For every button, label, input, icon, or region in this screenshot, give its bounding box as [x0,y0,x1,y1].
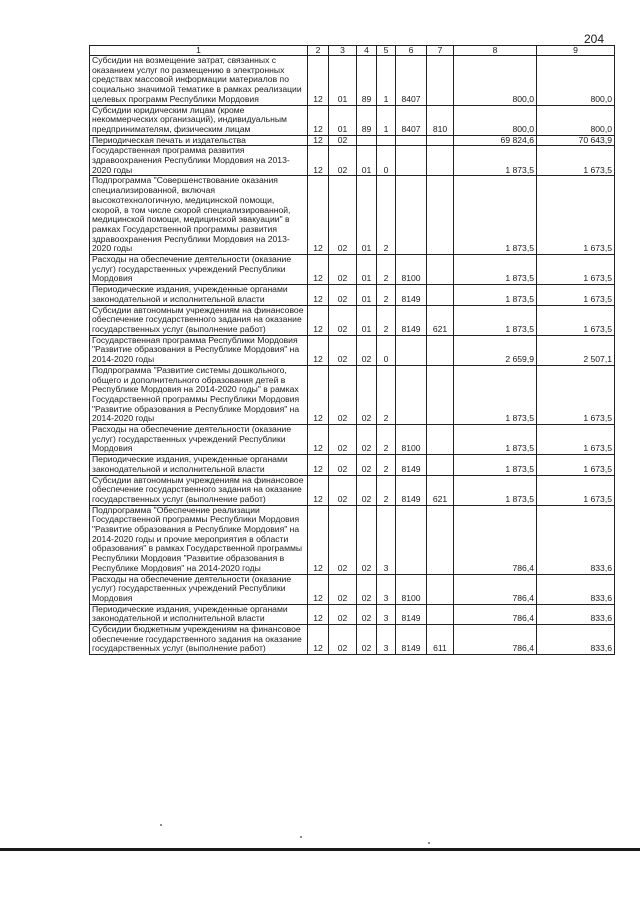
column-header: 7 [427,46,454,56]
code-cell: 02 [329,305,357,335]
code-cell: 01 [357,285,377,305]
code-cell: 3 [377,604,396,624]
code-cell: 01 [357,305,377,335]
code-cell: 12 [308,135,329,146]
code-cell: 12 [308,105,329,135]
amount-cell: 786,4 [454,505,537,574]
row-description: Периодические издания, учрежденные органами законодательной и исполнительной власти [90,285,308,305]
code-cell: 0 [377,146,396,176]
code-cell: 8149 [396,625,427,655]
row-description: Подпрограмма "Совершенствование оказания специализированной, включая высокотехнологичную, медицинской помощи, скорой, в том числе скорой специализированной, медицинской помощи, медицинской эвакуации" в рамках Государственной программы развития здравоохранения Республики Мордовия на 2013-2020 годы [90,176,308,255]
code-cell: 02 [329,425,357,455]
column-header: 1 [90,46,308,56]
amount-cell: 1 873,5 [454,475,537,505]
code-cell: 12 [308,255,329,285]
code-cell: 2 [377,475,396,505]
code-cell: 02 [357,604,377,624]
code-cell [427,146,454,176]
code-cell: 8100 [396,574,427,604]
table-row [90,604,615,624]
amount-cell: 1 873,5 [454,425,537,455]
table-header-row [90,46,615,56]
amount-cell: 2 659,9 [454,335,537,365]
code-cell [427,56,454,106]
row-description: Государственная программа Республики Мордовия "Развитие образования в Республике Мордовия" на 2014-2020 годы [90,335,308,365]
code-cell: 12 [308,335,329,365]
code-cell: 12 [308,285,329,305]
amount-cell: 1 673,5 [537,255,615,285]
code-cell: 89 [357,105,377,135]
amount-cell: 1 673,5 [537,176,615,255]
table-row [90,305,615,335]
page-bottom-rule [0,848,640,851]
table-row [90,146,615,176]
code-cell: 02 [357,335,377,365]
table-row [90,56,615,106]
column-header: 6 [396,46,427,56]
code-cell [396,505,427,574]
amount-cell: 786,4 [454,574,537,604]
code-cell: 02 [329,285,357,305]
column-header: 4 [357,46,377,56]
amount-cell: 70 643,9 [537,135,615,146]
code-cell: 8149 [396,475,427,505]
column-header: 2 [308,46,329,56]
code-cell: 611 [427,625,454,655]
code-cell [357,135,377,146]
page-number: 204 [584,32,605,46]
code-cell: 12 [308,146,329,176]
code-cell: 8149 [396,305,427,335]
amount-cell: 1 873,5 [454,176,537,255]
code-cell [396,176,427,255]
amount-cell: 833,6 [537,604,615,624]
scan-speck [428,842,430,844]
row-description: Расходы на обеспечение деятельности (оказание услуг) государственных учреждений Республики Мордовия [90,425,308,455]
code-cell: 02 [329,335,357,365]
code-cell: 12 [308,475,329,505]
code-cell: 12 [308,365,329,424]
row-description: Субсидии автономным учреждениям на финансовое обеспечение государственного задания на оказание государственных услуг (выполнение работ) [90,475,308,505]
table-row [90,285,615,305]
table-row [90,105,615,135]
code-cell: 02 [357,625,377,655]
code-cell [396,335,427,365]
code-cell [427,335,454,365]
code-cell: 02 [329,146,357,176]
code-cell [427,574,454,604]
code-cell: 8100 [396,255,427,285]
amount-cell: 69 824,6 [454,135,537,146]
code-cell: 02 [329,574,357,604]
row-description: Субсидии на возмещение затрат, связанных с оказанием услуг по размещению в электронных средствах массовой информации материалов по социально значимой тематике в рамках реализации целевых программ Республики Мордовия [90,56,308,106]
amount-cell: 2 507,1 [537,335,615,365]
code-cell: 12 [308,604,329,624]
amount-cell: 1 673,5 [537,146,615,176]
code-cell: 01 [357,255,377,285]
column-header: 9 [537,46,615,56]
row-description: Расходы на обеспечение деятельности (оказание услуг) государственных учреждений Республики Мордовия [90,255,308,285]
code-cell: 02 [329,176,357,255]
code-cell [427,285,454,305]
table-row [90,255,615,285]
code-cell [396,135,427,146]
amount-cell: 800,0 [537,105,615,135]
table-row [90,625,615,655]
table-row [90,505,615,574]
amount-cell: 833,6 [537,505,615,574]
code-cell: 3 [377,625,396,655]
code-cell: 8149 [396,604,427,624]
code-cell: 02 [357,365,377,424]
code-cell: 01 [329,56,357,106]
code-cell: 2 [377,176,396,255]
code-cell: 02 [329,255,357,285]
amount-cell: 1 873,5 [454,255,537,285]
amount-cell: 1 873,5 [454,305,537,335]
code-cell: 02 [329,505,357,574]
row-description: Подпрограмма "Обеспечение реализации Государственной программы Республики Мордовия "Развитие образования в Республике Мордовия" на 2014-2020 годы и прочие мероприятия в области образования" в рамках Государственной программы Республики Мордовия "Развитие образования в Республике Мордовия" на 2014-2020 годы [90,505,308,574]
code-cell: 8407 [396,105,427,135]
amount-cell: 833,6 [537,574,615,604]
scan-speck [160,824,162,826]
code-cell: 02 [329,625,357,655]
amount-cell: 786,4 [454,625,537,655]
code-cell: 621 [427,475,454,505]
code-cell: 02 [357,574,377,604]
table-row [90,135,615,146]
row-description: Периодическая печать и издательства [90,135,308,146]
column-header: 8 [454,46,537,56]
row-description: Субсидии автономным учреждениям на финансовое обеспечение государственного задания на оказание государственных услуг (выполнение работ) [90,305,308,335]
code-cell: 12 [308,56,329,106]
code-cell: 3 [377,505,396,574]
amount-cell: 1 673,5 [537,475,615,505]
code-cell: 02 [357,505,377,574]
amount-cell: 1 873,5 [454,146,537,176]
table-row [90,425,615,455]
code-cell: 02 [329,455,357,475]
code-cell: 2 [377,365,396,424]
code-cell: 12 [308,425,329,455]
code-cell: 01 [329,105,357,135]
column-header: 5 [377,46,396,56]
table-row [90,176,615,255]
column-header: 3 [329,46,357,56]
code-cell [427,505,454,574]
code-cell [427,425,454,455]
amount-cell: 1 673,5 [537,305,615,335]
code-cell [427,255,454,285]
code-cell: 8407 [396,56,427,106]
code-cell: 12 [308,305,329,335]
code-cell: 8149 [396,455,427,475]
amount-cell: 1 673,5 [537,455,615,475]
amount-cell: 1 873,5 [454,285,537,305]
code-cell: 12 [308,505,329,574]
amount-cell: 833,6 [537,625,615,655]
code-cell: 2 [377,425,396,455]
amount-cell: 786,4 [454,604,537,624]
code-cell [396,365,427,424]
table-row [90,574,615,604]
code-cell: 12 [308,574,329,604]
code-cell: 02 [329,135,357,146]
code-cell: 12 [308,625,329,655]
amount-cell: 1 673,5 [537,425,615,455]
code-cell [427,604,454,624]
code-cell: 89 [357,56,377,106]
code-cell: 02 [329,365,357,424]
code-cell [427,455,454,475]
budget-table [89,45,615,655]
code-cell: 12 [308,176,329,255]
code-cell: 01 [357,176,377,255]
code-cell: 810 [427,105,454,135]
row-description: Периодические издания, учрежденные органами законодательной и исполнительной власти [90,455,308,475]
code-cell: 02 [357,425,377,455]
row-description: Субсидии юридическим лицам (кроме некоммерческих организаций), индивидуальным предпринимателям, физическим лицам [90,105,308,135]
code-cell: 01 [357,146,377,176]
code-cell: 02 [357,455,377,475]
amount-cell: 800,0 [537,56,615,106]
row-description: Подпрограмма "Развитие системы дошкольного, общего и дополнительного образования детей в Республике Мордовия на 2014-2020 годы" в рамках Государственной программы Республики Мордовия "Развитие образования в Республике Мордовия" на 2014-2020 годы [90,365,308,424]
amount-cell: 1 673,5 [537,285,615,305]
code-cell [396,146,427,176]
table-row [90,475,615,505]
code-cell: 12 [308,455,329,475]
code-cell: 2 [377,255,396,285]
table-row [90,365,615,424]
amount-cell: 1 873,5 [454,455,537,475]
amount-cell: 1 673,5 [537,365,615,424]
code-cell: 2 [377,285,396,305]
code-cell: 2 [377,305,396,335]
code-cell: 0 [377,335,396,365]
code-cell: 621 [427,305,454,335]
code-cell: 02 [329,475,357,505]
code-cell [427,365,454,424]
row-description: Государственная программа развития здравоохранения Республики Мордовия на 2013-2020 годы [90,146,308,176]
scan-speck [300,836,302,838]
table-row [90,335,615,365]
code-cell: 1 [377,56,396,106]
row-description: Расходы на обеспечение деятельности (оказание услуг) государственных учреждений Республики Мордовия [90,574,308,604]
code-cell: 2 [377,455,396,475]
amount-cell: 800,0 [454,56,537,106]
amount-cell: 1 873,5 [454,365,537,424]
row-description: Субсидии бюджетным учреждениям на финансовое обеспечение государственного задания на оказание государственных услуг (выполнение работ) [90,625,308,655]
code-cell: 8149 [396,285,427,305]
code-cell: 02 [357,475,377,505]
code-cell: 1 [377,105,396,135]
code-cell [427,135,454,146]
code-cell [427,176,454,255]
table-row [90,455,615,475]
amount-cell: 800,0 [454,105,537,135]
code-cell: 3 [377,574,396,604]
code-cell [377,135,396,146]
code-cell: 02 [329,604,357,624]
row-description: Периодические издания, учрежденные органами законодательной и исполнительной власти [90,604,308,624]
code-cell: 8100 [396,425,427,455]
